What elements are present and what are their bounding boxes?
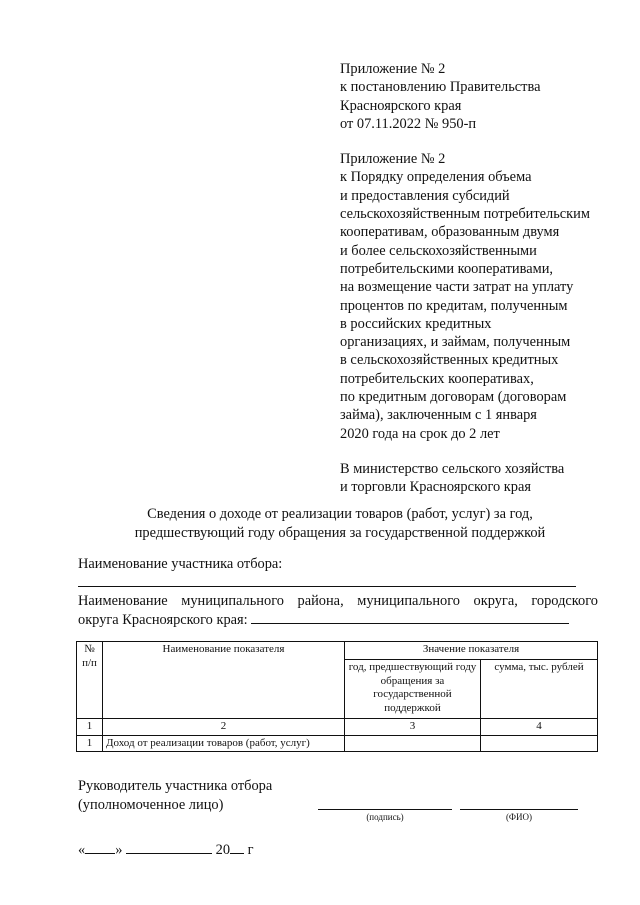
col-num-header: № п/п [77, 642, 103, 719]
header-line: в российских кредитных [340, 315, 492, 332]
signature-field[interactable] [318, 809, 452, 810]
col-name-header: Наименование показателя [103, 642, 345, 719]
index-cell: 2 [103, 719, 345, 736]
header-line: к постановлению Правительства [340, 79, 541, 96]
signatory-line1: Руководитель участника отбора [78, 778, 273, 794]
district-label-line2: округа Красноярского края: [78, 611, 248, 628]
index-cell: 4 [481, 719, 598, 736]
title-line: Сведения о доходе от реализации товаров (работ, услуг) за год, [147, 506, 533, 522]
year-field[interactable] [230, 842, 244, 854]
header-line: по кредитным договорам (договорам [340, 389, 567, 406]
day-field[interactable] [85, 842, 115, 854]
district-name-field[interactable] [251, 611, 569, 624]
signatory-label [78, 777, 272, 815]
header-line: Красноярского края [340, 97, 462, 114]
document-title [0, 505, 640, 543]
indicators-table [76, 641, 598, 752]
col-sum-header: сумма, тыс. рублей [481, 660, 598, 719]
col-prev-year-header: год, предшествующий году обращения за государственной поддержкой [345, 660, 481, 719]
participant-name-label: Наименование участника отбора: [78, 556, 283, 572]
open-quote: « [78, 842, 86, 858]
addressee [340, 460, 630, 497]
header-line: потребительских кооперативах, [340, 370, 534, 387]
header-line: от 07.11.2022 № 950-п [340, 115, 477, 132]
index-cell: 1 [77, 719, 103, 736]
header-line: займа), заключенным с 1 января [340, 407, 537, 424]
date-line [78, 842, 254, 859]
header-line: Приложение № 2 [340, 151, 446, 168]
header-line: в сельскохозяйственных кредитных [340, 352, 559, 369]
full-name-caption: (ФИО) [505, 812, 533, 822]
header-line: и торговли Красноярского края [340, 479, 531, 496]
full-name-field[interactable] [460, 809, 578, 810]
district-field [78, 593, 598, 629]
header-line: процентов по кредитам, полученным [340, 297, 568, 314]
header-line: организациях, и займам, полученным [340, 334, 571, 351]
header-line: и более сельскохозяйственными [340, 242, 537, 259]
header-line: сельскохозяйственным потребительским [340, 206, 590, 223]
header-line: 2020 года на срок до 2 лет [340, 425, 500, 442]
district-label-line2-wrap [78, 611, 598, 630]
index-cell: 3 [345, 719, 481, 736]
col-value-header: Значение показателя [345, 642, 598, 660]
header-line: к Порядку определения объема [340, 169, 532, 186]
table-header-row [77, 642, 598, 660]
header-line: кооперативам, образованным двумя [340, 224, 560, 241]
header-block [340, 60, 630, 514]
appendix-procedure [340, 150, 630, 443]
header-line: и предоставления субсидий [340, 187, 510, 204]
participant-name-field[interactable] [78, 586, 576, 587]
year-suffix: г [247, 842, 254, 858]
row-name-cell: Доход от реализации товаров (работ, услуг) [103, 735, 345, 752]
row-num-cell: 1 [77, 735, 103, 752]
year-prefix: 20 [215, 842, 231, 858]
row-sum-cell[interactable] [481, 735, 598, 752]
header-line: на возмещение части затрат на уплату [340, 279, 574, 296]
table-row [77, 735, 598, 752]
header-line: В министерство сельского хозяйства [340, 460, 565, 477]
signatory-line2: (уполномоченное лицо) [78, 797, 224, 813]
row-prev-year-cell[interactable] [345, 735, 481, 752]
close-quote: » [115, 842, 123, 858]
header-line: потребительскими кооперативами, [340, 260, 554, 277]
district-label-line1: Наименование муниципального района, муниципального округа, городского [78, 593, 598, 609]
table-index-row [77, 719, 598, 736]
month-field[interactable] [126, 842, 212, 854]
header-line: Приложение № 2 [340, 61, 446, 77]
title-line: предшествующий году обращения за государственной поддержкой [134, 525, 546, 541]
signature-caption: (подпись) [366, 812, 404, 822]
appendix-government-decree [340, 60, 630, 133]
